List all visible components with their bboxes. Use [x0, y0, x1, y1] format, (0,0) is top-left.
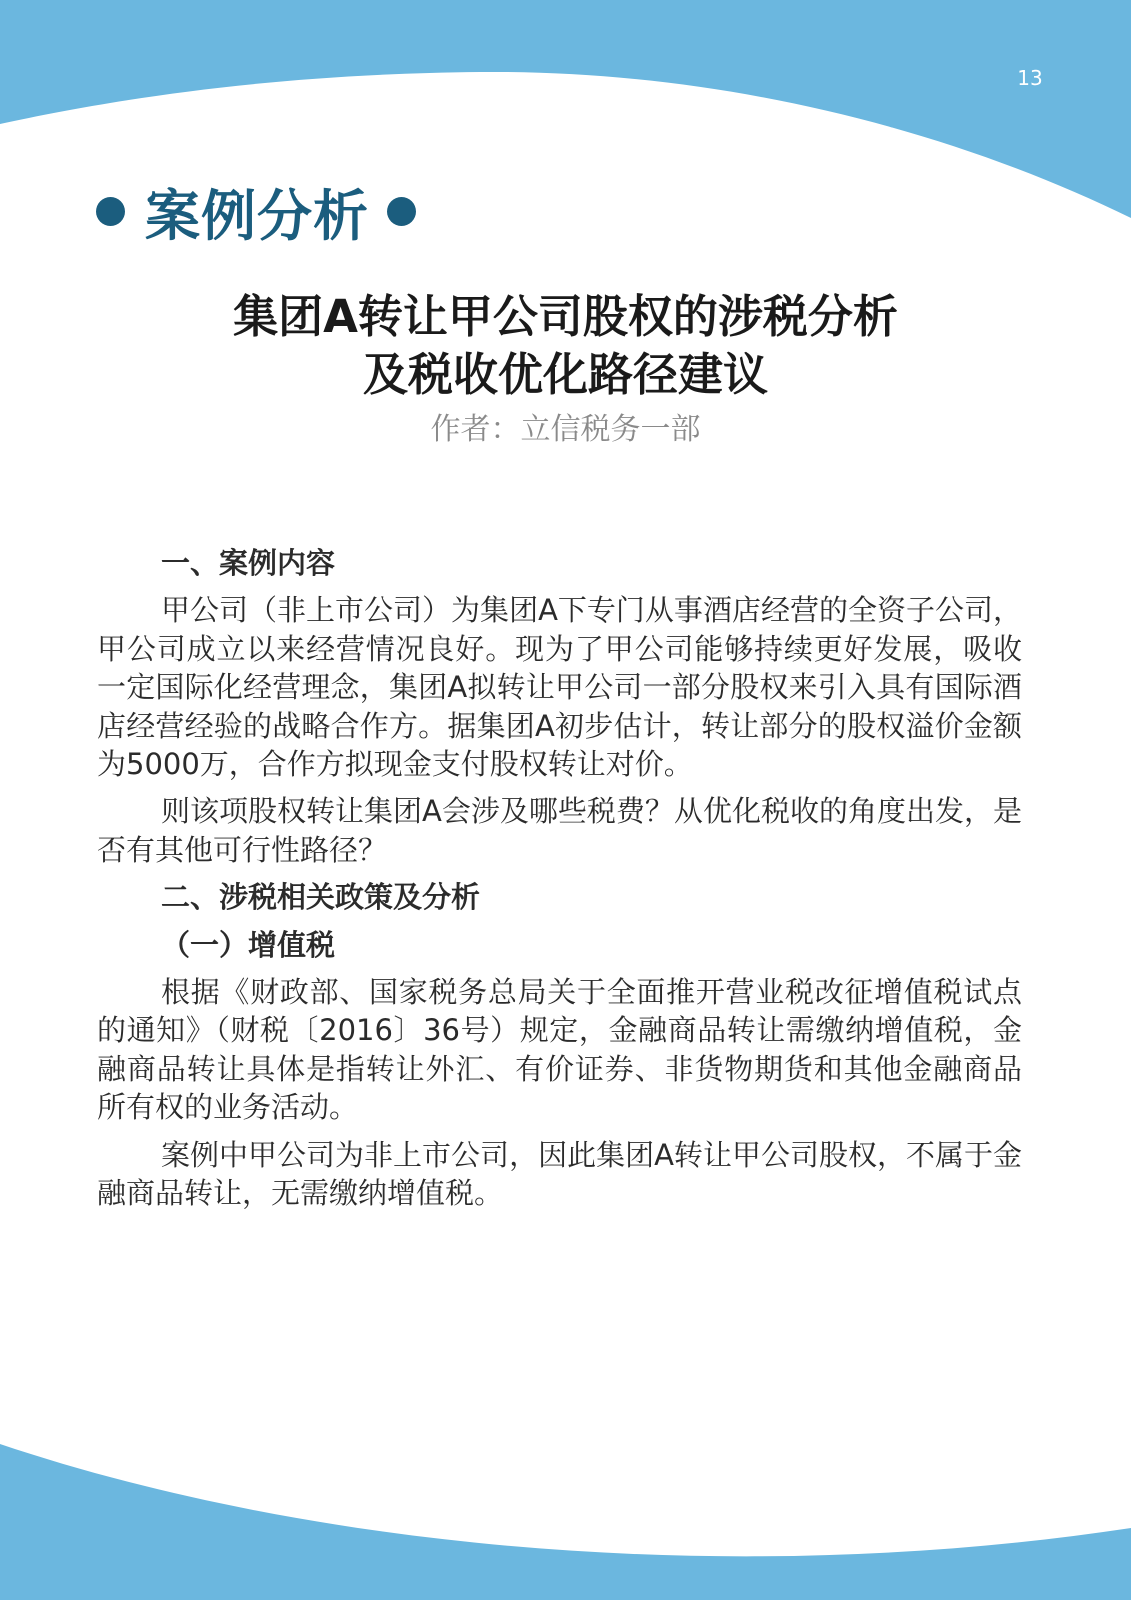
article-title-line: 集团A转让甲公司股权的涉税分析: [233, 290, 898, 343]
article-title-line: 及税收优化路径建议: [362, 348, 768, 401]
bullet-dot-icon: [387, 197, 416, 226]
paragraph: 根据《财政部、国家税务总局关于全面推开营业税改征增值税试点的通知》（财税〔2016〕36号）规定，金融商品转让需缴纳增值税，金融商品转让具体是指转让外汇、有价证券、非货物期货和其他金融商品所有权的业务活动。: [97, 975, 1022, 1125]
section-heading-text: 案例分析: [145, 183, 370, 248]
paragraph: 甲公司（非上市公司）为集团A下专门从事酒店经营的全资子公司，甲公司成立以来经营情况良好。现为了甲公司能够持续更好发展，吸收一定国际化经营理念，集团A拟转让甲公司一部分股权来引入具有国际酒店经营经验的战略合作方。据集团A初步估计，转让部分的股权溢价金额为5000万，合作方拟现金支付股权转让对价。: [97, 593, 1022, 782]
paragraph: 则该项股权转让集团A会涉及哪些税费？从优化税收的角度出发，是否有其他可行性路径？: [97, 794, 1022, 867]
paragraph: 案例中甲公司为非上市公司，因此集团A转让甲公司股权，不属于金融商品转让，无需缴纳增值税。: [97, 1137, 1022, 1211]
article-author: 作者：立信税务一部: [430, 412, 701, 447]
bullet-dot-icon: [96, 197, 125, 226]
subheading-case-content: 一、案例内容: [161, 546, 336, 580]
article-title: [110, 288, 1021, 404]
page-number: 13: [1017, 66, 1043, 90]
subheading-vat: （一）增值税: [161, 927, 336, 962]
subheading-tax-policy: 二、涉税相关政策及分析: [161, 880, 481, 915]
article-body: [97, 544, 1022, 1222]
section-heading: [96, 178, 416, 248]
